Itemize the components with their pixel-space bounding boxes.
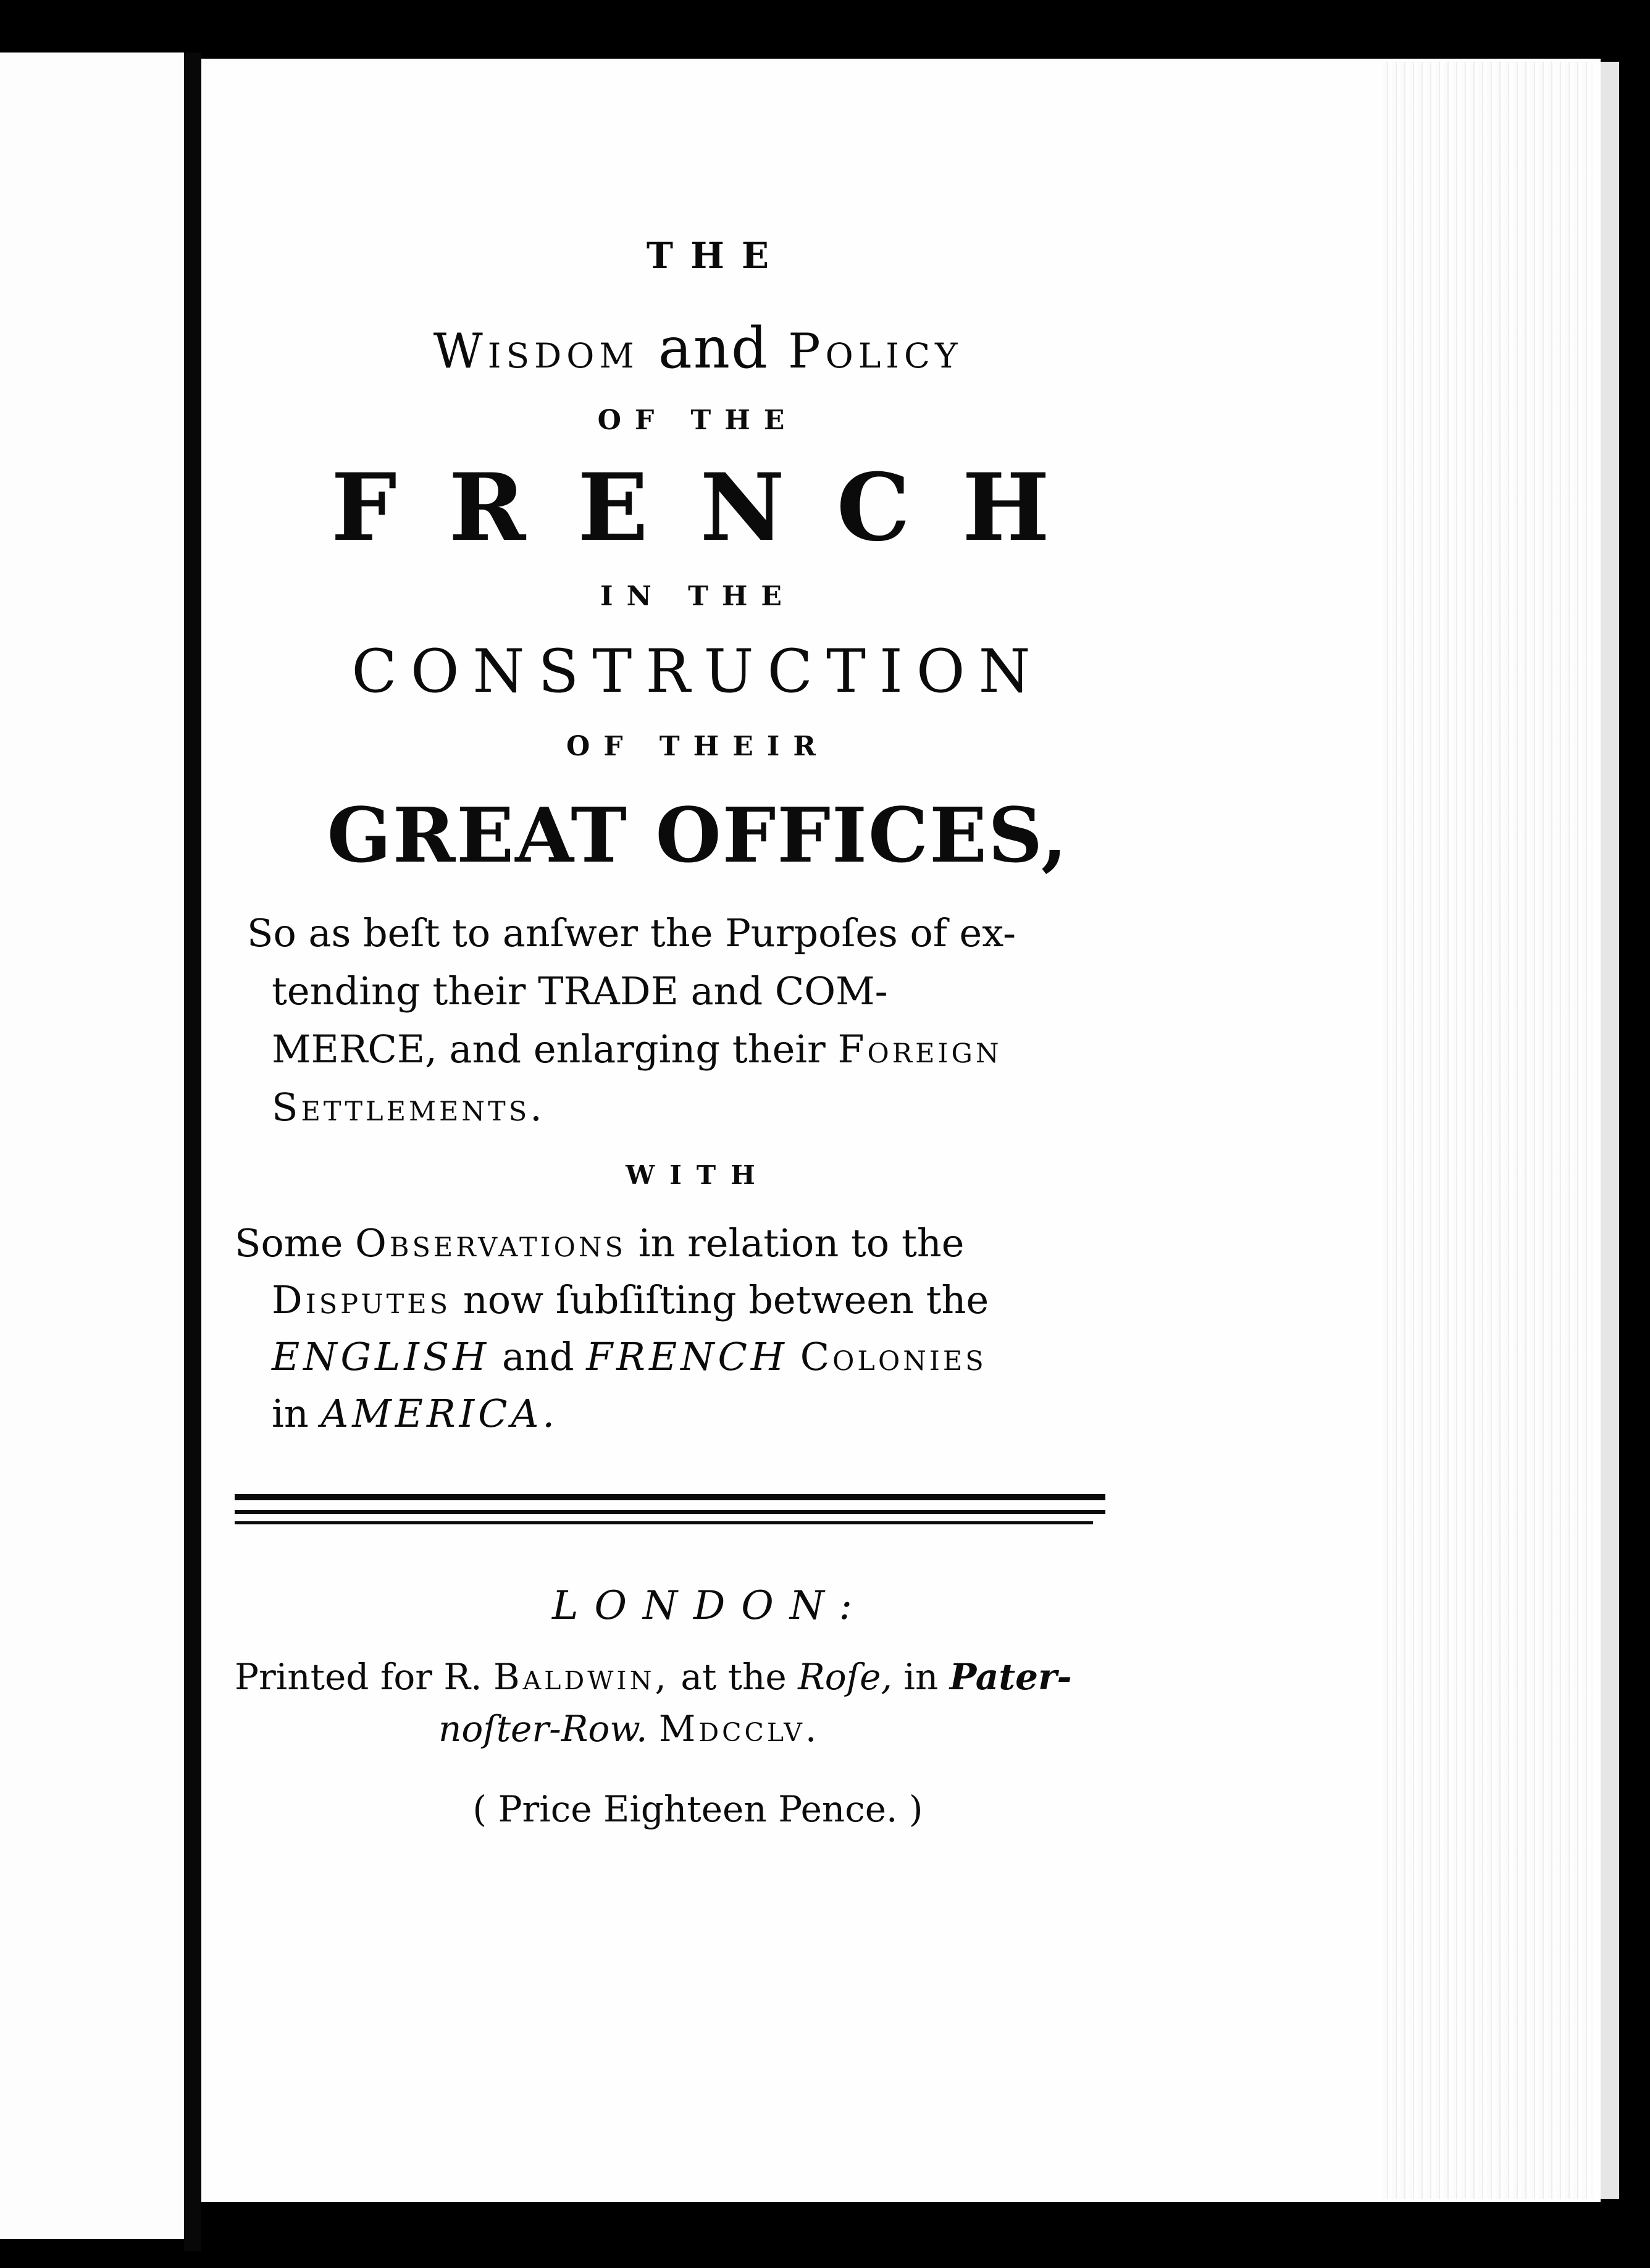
observations-english: ENGLISH (272, 1334, 490, 1379)
observations-disputes: Disputes (272, 1277, 451, 1322)
observations-line-2 (235, 1272, 1161, 1329)
title-page-text (235, 204, 1161, 1830)
observations-paragraph (235, 1215, 1161, 1442)
page-fore-edge (1383, 62, 1593, 2199)
title-of-their: OF THEIR (566, 731, 829, 762)
imprint-city: LONDON: (551, 1583, 869, 1629)
imprint-in: in (903, 1656, 939, 1698)
description-line-2: tending their TRADE and COM- (272, 968, 888, 1014)
observations-french: FRENCH (586, 1334, 788, 1379)
page-fore-edge-outer (1601, 62, 1619, 2199)
left-page-edge (0, 52, 184, 2239)
observations-and: and (501, 1334, 574, 1379)
subtitle-description (235, 904, 1161, 1136)
price-line: ( Price Eighteen Pence. ) (472, 1788, 923, 1830)
description-foreign: Foreign (837, 1027, 1002, 1072)
rule-thin-lower (235, 1521, 1093, 1524)
imprint-line-2 (235, 1703, 1161, 1755)
imprint-rose: Roſe, (798, 1656, 892, 1698)
imprint-at-the: at the (681, 1656, 787, 1698)
observations-in: in (272, 1391, 309, 1436)
imprint-line-1 (235, 1651, 1161, 1703)
title-and: and (658, 315, 769, 381)
observations-line-3 (235, 1329, 1161, 1385)
observations-colonies: Colonies (800, 1334, 987, 1379)
title-french: FRENCH (331, 453, 1102, 562)
observations-line-1-rest: in relation to the (638, 1220, 965, 1266)
observations-line-2-rest: now ſubſiſting between the (463, 1277, 989, 1322)
imprint-date: Mdcclv. (658, 1708, 820, 1750)
observations-line-1 (235, 1215, 1161, 1272)
imprint-printer (235, 1651, 1161, 1755)
description-line-4: Settlements. (272, 1085, 545, 1130)
double-rule-divider (235, 1485, 1161, 1529)
title-construction: CONSTRUCTION (351, 637, 1044, 706)
observations-america: AMERICA. (320, 1391, 559, 1436)
title-of-the: OF THE (597, 405, 798, 436)
book-gutter (184, 52, 201, 2251)
rule-thick (235, 1494, 1105, 1500)
observations-line-4 (235, 1385, 1161, 1442)
title-wisdom: Wisdom (433, 324, 639, 379)
with-heading: WITH (626, 1160, 770, 1190)
title-policy: Policy (788, 324, 963, 379)
observations-some: Some (235, 1220, 343, 1266)
observations-word: Observations (355, 1220, 626, 1266)
title-the: THE (646, 235, 787, 277)
rule-thin (235, 1510, 1105, 1514)
imprint-pater: Pater- (949, 1656, 1072, 1698)
description-line-3-text: MERCE, and enlarging their (272, 1027, 826, 1072)
imprint-baldwin: Baldwin, (493, 1656, 669, 1698)
title-wisdom-and-policy (235, 315, 1161, 381)
description-line-3 (247, 1020, 1161, 1078)
title-great-offices: GREAT OFFICES, (327, 791, 1069, 880)
title-in-the: IN THE (600, 581, 795, 612)
description-line-1: So as beſt to anſwer the Purpoſes of ex- (247, 910, 1016, 956)
imprint-printed-for: Printed for R. (235, 1656, 482, 1698)
imprint-noster-row: noſter-Row. (438, 1708, 648, 1750)
